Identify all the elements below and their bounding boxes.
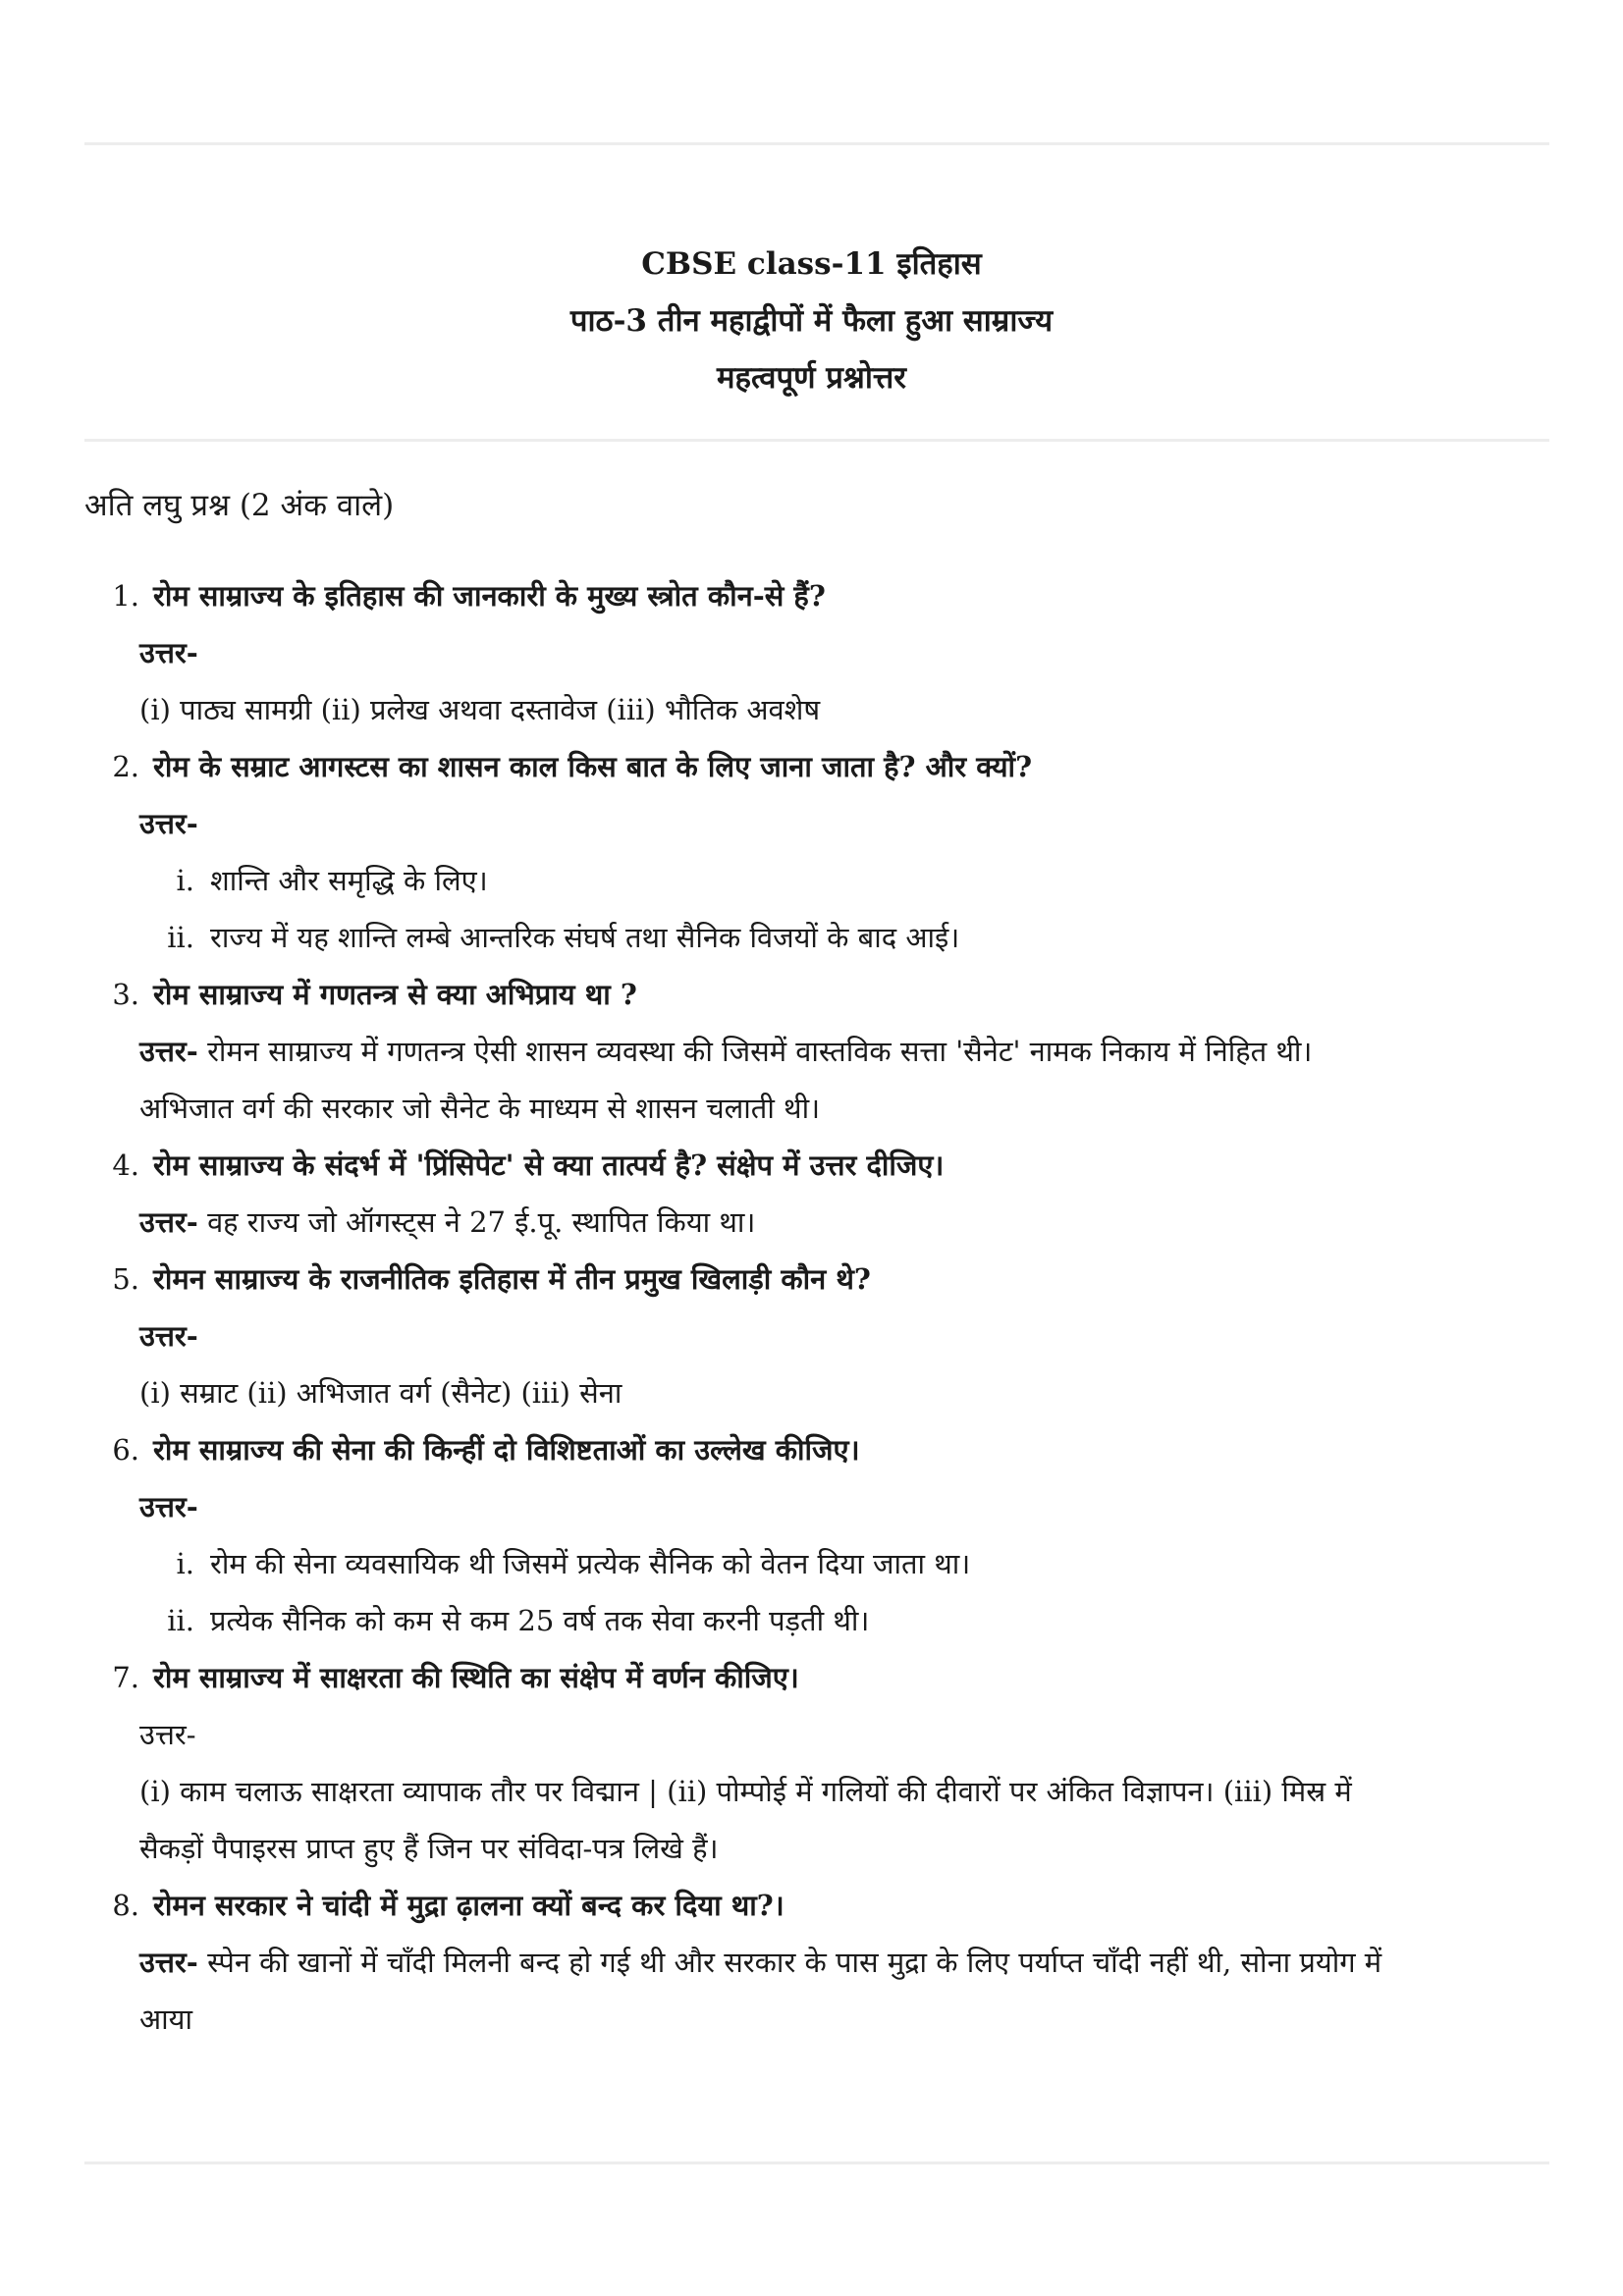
- top-divider: [84, 142, 1549, 145]
- answer-label: उत्तर-: [139, 1319, 198, 1353]
- header-divider: [84, 439, 1549, 442]
- header-subtitle: महत्वपूर्ण प्रश्नोत्तर: [717, 360, 906, 396]
- answer-text: (i) सम्राट (ii) अभिजात वर्ग (सैनेट) (iii) सेना: [139, 1376, 622, 1410]
- answer-label: उत्तर-: [139, 636, 198, 669]
- question-item: [84, 1877, 1557, 2048]
- answer-text-continued: अभिजात वर्ग की सरकार जो सैनेट के माध्यम से शासन चलाती थी।: [139, 1092, 821, 1125]
- question-item: [84, 1251, 1557, 1421]
- answer-label: उत्तर-: [139, 1946, 198, 1979]
- question-number: 7.: [112, 1661, 139, 1694]
- answer-text-continued: सैकड़ों पैपाइरस प्राप्त हुए हैं जिन पर संविदा-पत्र लिखे हैं।: [139, 1832, 719, 1865]
- answer-text: (i) काम चलाऊ साक्षरता व्यापाक तौर पर विद्मान | (ii) पोम्पोई में गलियों की दीवारों पर अंकित विज्ञापन। (iii) मिस्र में: [139, 1775, 1352, 1808]
- answer-label: उत्तर-: [139, 1205, 198, 1239]
- answer-point: [139, 1592, 1557, 1649]
- answer-point: [139, 852, 1557, 909]
- answer-point: [139, 1535, 1557, 1592]
- question-number: 5.: [112, 1262, 139, 1296]
- question-item: [84, 1421, 1557, 1649]
- question-item: [84, 1137, 1557, 1251]
- point-number: i.: [176, 1547, 194, 1580]
- question-text: रोम के सम्राट आगस्टस का शासन काल किस बात के लिए जाना जाता है? और क्यों?: [153, 750, 1033, 783]
- answer-point: [139, 909, 1557, 966]
- point-number: ii.: [167, 921, 194, 954]
- point-number: i.: [176, 864, 194, 897]
- answer-text: स्पेन की खानों में चाँदी मिलनी बन्द हो गई थी और सरकार के पास मुद्रा के लिए पर्याप्त चाँदी नहीं थी, सोना प्रयोग में: [207, 1946, 1382, 1979]
- point-text: शान्ति और समृद्धि के लिए।: [210, 864, 488, 897]
- question-number: 6.: [112, 1433, 139, 1467]
- question-text: रोम साम्राज्य के संदर्भ में 'प्रिंसिपेट' से क्या तात्पर्य है? संक्षेप में उत्तर दीजिए।: [153, 1148, 945, 1182]
- question-number: 3.: [112, 978, 139, 1011]
- question-number: 2.: [112, 750, 139, 783]
- answer-label: उत्तर-: [139, 1490, 198, 1523]
- header-title: CBSE class-11 इतिहास: [641, 246, 982, 282]
- question-number: 4.: [112, 1148, 139, 1182]
- question-text: रोमन सरकार ने चांदी में मुद्रा ढ़ालना क्यों बन्द कर दिया था?।: [153, 1889, 784, 1922]
- answer-label: उत्तर-: [139, 1718, 196, 1751]
- answer-text: वह राज्य जो ऑगस्ट्स ने 27 ई.पू. स्थापित किया था।: [207, 1205, 756, 1239]
- answer-label: उत्तर-: [139, 1035, 198, 1068]
- point-text: राज्य में यह शान्ति लम्बे आन्तरिक संघर्ष तथा सैनिक विजयों के बाद आई।: [210, 921, 960, 954]
- question-item: [84, 1649, 1557, 1877]
- question-text: रोम साम्राज्य में साक्षरता की स्थिति का संक्षेप में वर्णन कीजिए।: [153, 1661, 799, 1694]
- header-chapter: पाठ-3 तीन महाद्वीपों में फैला हुआ साम्राज्य: [569, 303, 1054, 339]
- answer-label: उत्तर-: [139, 807, 198, 840]
- question-text: रोमन साम्राज्य के राजनीतिक इतिहास में तीन प्रमुख खिलाड़ी कौन थे?: [153, 1262, 871, 1296]
- answer-text-continued: आया: [139, 2002, 192, 2036]
- question-item: [84, 738, 1557, 966]
- point-number: ii.: [167, 1604, 194, 1637]
- document-header: [0, 236, 1623, 406]
- question-text: रोम साम्राज्य के इतिहास की जानकारी के मुख्य स्त्रोत कौन-से हैं?: [153, 579, 826, 613]
- answer-text: (i) पाठ्य सामग्री (ii) प्रलेख अथवा दस्तावेज (iii) भौतिक अवशेष: [139, 693, 821, 726]
- question-text: रोम साम्राज्य की सेना की किन्हीं दो विशिष्टताओं का उल्लेख कीजिए।: [153, 1433, 860, 1467]
- question-list: [84, 567, 1557, 2048]
- point-text: प्रत्येक सैनिक को कम से कम 25 वर्ष तक सेवा करनी पड़ती थी।: [210, 1604, 870, 1637]
- point-text: रोम की सेना व्यवसायिक थी जिसमें प्रत्येक सैनिक को वेतन दिया जाता था।: [210, 1547, 971, 1580]
- question-item: [84, 567, 1557, 738]
- question-item: [84, 966, 1557, 1137]
- question-number: 1.: [112, 579, 139, 613]
- question-number: 8.: [112, 1889, 139, 1922]
- section-title: अति लघु प्रश्न (2 अंक वाले): [84, 488, 395, 523]
- footer-divider: [84, 2162, 1549, 2164]
- question-text: रोम साम्राज्य में गणतन्त्र से क्या अभिप्राय था ?: [153, 978, 637, 1011]
- answer-text: रोमन साम्राज्य में गणतन्त्र ऐसी शासन व्यवस्था की जिसमें वास्तविक सत्ता 'सैनेट' नामक निकाय में निहित थी।: [207, 1035, 1313, 1068]
